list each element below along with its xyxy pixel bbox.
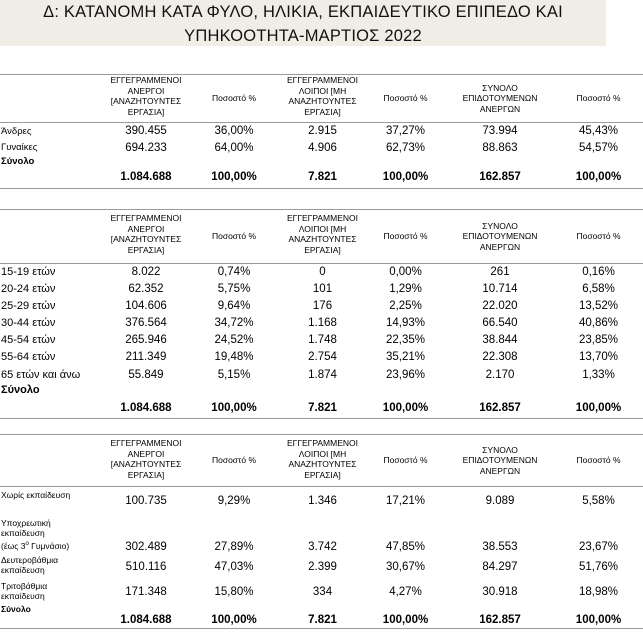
cell: 40,86% [578,317,618,329]
header-blank [0,75,104,123]
total-label-row [0,605,643,613]
cell: 4,27% [389,586,422,598]
total-cell: 1.084.688 [104,613,188,629]
row-label: Άνδρες [0,123,104,140]
cell: 15,80% [214,586,254,598]
header-other: ΕΓΓΕΓΡΑΜΜΕΝΟΙ ΛΟΙΠΟΙ [ΜΗ ΑΝΑΖΗΤΟΥΝΤΕΣ ΕΡΓΑΣΙΑ] [280,435,365,487]
row-label: Δευτεροβάθμια εκπαίδευση [1,554,59,575]
cell: 14,93% [385,317,425,329]
cell: 302.489 [125,540,167,553]
cell: 2.915 [280,123,365,140]
cell: 23,96% [385,368,425,381]
table-row [0,487,643,515]
cell: 84.297 [482,560,518,573]
header-percent: Ποσοστό % [365,435,446,487]
cell: 6,58% [582,283,615,295]
header-percent: Ποσοστό % [188,210,280,264]
total-cell: 1.084.688 [104,399,188,419]
total-cell: 100,00% [365,167,446,189]
cell: 13,52% [578,300,618,312]
cell: 23,67% [578,540,618,553]
cell: 62.352 [128,283,164,295]
cell: 19,48% [214,351,254,363]
cell: 1.874 [308,368,337,381]
cell: 30,67% [385,560,425,573]
cell: 2.399 [308,560,337,573]
cell: 54,57% [578,141,618,154]
table-row [0,264,643,281]
cell: 38.844 [482,334,518,346]
row-label: Υποχρεωτική εκπαίδευση (έως $3^o$ Γυμνάσιο) [1,517,70,551]
cell: 5,75% [217,283,251,295]
cell: 2.170 [485,368,515,381]
row-label: 20-24 ετών [1,283,56,295]
cell: 2,25% [389,300,422,312]
cell: 1.748 [308,334,337,346]
cell: 17,21% [365,487,446,515]
cell: 64,00% [214,141,254,154]
cell: 22.020 [482,300,518,312]
cell: 30.918 [482,586,518,598]
cell: 1,33% [582,368,615,381]
table-row [0,366,643,384]
cell: 18,98% [578,586,618,598]
cell: 27,89% [214,540,254,553]
header-percent: Ποσοστό % [188,75,280,123]
total-cell: 7.821 [280,167,365,189]
page-title-line-1: Δ: ΚΑΤΑΝΟΜΗ ΚΑΤΑ ΦΥΛΟ, ΗΛΙΚΙΑ, ΕΚΠΑΙΔΕΥΤΙΚΟ ΕΠΙΠΕΔΟ ΚΑΙ [43,3,563,21]
row-label: Γυναίκες [1,142,38,153]
page-title-line-2: ΥΠΗΚΟΟΤΗΤΑ-ΜΑΡΤΙΟΣ 2022 [184,27,422,45]
row-label: 55-64 ετών [1,351,56,363]
cell: 390.455 [104,123,188,140]
total-cell: 162.857 [446,613,554,629]
cell: 88.863 [482,141,518,154]
cell: 51,76% [578,560,618,573]
cell: 8.022 [104,264,188,281]
cell: 261 [446,264,554,281]
cell: 23,85% [578,334,618,346]
header-percent: Ποσοστό % [554,210,643,264]
header-other: ΕΓΓΕΓΡΑΜΜΕΝΟΙ ΛΟΙΠΟΙ [ΜΗ ΑΝΑΖΗΤΟΥΝΤΕΣ ΕΡΓΑΣΙΑ] [280,210,365,264]
cell: 22.308 [482,351,518,363]
cell: 45,43% [554,123,643,140]
row-label: Τριτοβάθμια εκπαίδευση [1,580,48,601]
total-cell: 162.857 [446,167,554,189]
total-cell: 100,00% [365,399,446,419]
total-cell: 100,00% [554,399,643,419]
header-benefit: ΣΥΝΟΛΟ ΕΠΙΔΟΤΟΥΜΕΝΩΝ ΑΝΕΡΓΩΝ [446,210,554,264]
cell: 9,29% [188,487,280,515]
total-label: Σύνολο [1,604,31,613]
cell: 35,21% [385,351,425,363]
cell: 34,72% [214,317,254,329]
table-row [0,332,643,349]
cell: 37,27% [365,123,446,140]
cell: 73.994 [446,123,554,140]
header-benefit: ΣΥΝΟΛΟ ΕΠΙΔΟΤΟΥΜΕΝΩΝ ΑΝΕΡΓΩΝ [446,75,554,123]
cell: 265.946 [125,334,167,346]
table-row [0,281,643,298]
cell: 9.089 [446,487,554,515]
header-registered: ΕΓΓΕΓΡΑΜΜΕΝΟΙ ΑΝΕΡΓΟΙ [ΑΝΑΖΗΤΟΥΝΤΕΣ ΕΡΓΑΣΙΑ] [104,75,188,123]
table-row [0,140,643,156]
table-row [0,349,643,366]
row-label: 65 ετών και άνω [1,368,81,381]
cell: 62,73% [385,141,425,154]
cell: 1,29% [389,283,422,295]
header-registered: ΕΓΓΕΓΡΑΜΜΕΝΟΙ ΑΝΕΡΓΟΙ [ΑΝΑΖΗΤΟΥΝΤΕΣ ΕΡΓΑΣΙΑ] [104,435,188,487]
cell: 334 [312,586,333,598]
cell: 104.606 [125,300,167,312]
row-label: 45-54 ετών [1,334,56,346]
total-cell: 100,00% [188,167,280,189]
table-row [0,298,643,315]
total-cell: 162.857 [446,399,554,419]
table-row [0,515,643,554]
header-registered: ΕΓΓΕΓΡΑΜΜΕΝΟΙ ΑΝΕΡΓΟΙ [ΑΝΑΖΗΤΟΥΝΤΕΣ ΕΡΓΑΣΙΑ] [104,210,188,264]
cell: 47,03% [214,560,254,573]
total-label: Σύνολο [1,383,40,396]
cell: 36,00% [188,123,280,140]
cell: 694.233 [125,141,167,154]
total-cell: 100,00% [188,613,280,629]
total-row [0,399,643,419]
total-row [0,167,643,189]
row-label: 30-44 ετών [1,317,56,329]
total-cell: 100,00% [554,167,643,189]
total-cell: 1.084.688 [104,167,188,189]
cell: 47,85% [385,540,425,553]
cell: 5,58% [554,487,643,515]
total-row [0,613,643,629]
cell: 4.906 [308,141,337,154]
total-cell: 100,00% [554,613,643,629]
cell: 0 [280,264,365,281]
cell: 101 [312,283,333,295]
cell: 38.553 [482,540,518,553]
cell: 10.714 [482,283,518,295]
total-label: Σύνολο [1,155,35,167]
cell: 24,52% [214,334,254,346]
cell: 1.346 [280,487,365,515]
cell: 100.735 [104,487,188,515]
header-percent: Ποσοστό % [365,75,446,123]
total-label-row [0,156,643,167]
header-percent: Ποσοστό % [365,210,446,264]
total-cell: 7.821 [280,399,365,419]
header-percent: Ποσοστό % [188,435,280,487]
cell: 22,35% [385,334,425,346]
gender-table [0,74,643,189]
total-label-row [0,384,643,399]
table-row [0,554,643,580]
cell: 1.168 [308,317,337,329]
cell: 171.348 [125,586,167,598]
cell: 0,74% [188,264,280,281]
cell: 176 [312,300,333,312]
table-row [0,580,643,605]
cell: 376.564 [125,317,167,329]
cell: 55.849 [128,368,164,381]
cell: 66.540 [482,317,518,329]
header-blank [0,210,104,264]
age-table [0,209,643,419]
row-label: 25-29 ετών [1,300,56,312]
row-label: 15-19 ετών [0,264,104,281]
header-other: ΕΓΓΕΓΡΑΜΜΕΝΟΙ ΛΟΙΠΟΙ [ΜΗ ΑΝΑΖΗΤΟΥΝΤΕΣ ΕΡΓΑΣΙΑ] [280,75,365,123]
header-percent: Ποσοστό % [554,435,643,487]
total-cell: 100,00% [365,613,446,629]
header-percent: Ποσοστό % [554,75,643,123]
cell: 2.754 [308,351,337,363]
header-benefit: ΣΥΝΟΛΟ ΕΠΙΔΟΤΟΥΜΕΝΩΝ ΑΝΕΡΓΩΝ [446,435,554,487]
row-label: Χωρίς εκπαίδευση [0,487,104,515]
table-row [0,123,643,140]
cell: 5,15% [217,368,251,381]
cell: 0,00% [365,264,446,281]
title-box [0,0,606,46]
cell: 510.116 [125,560,167,573]
cell: 211.349 [125,351,167,363]
table-row [0,315,643,332]
cell: 9,64% [217,300,251,312]
cell: 13,70% [578,351,618,363]
header-blank [0,435,104,487]
cell: 3.742 [308,540,337,553]
cell: 0,16% [554,264,643,281]
education-table [0,434,643,629]
total-cell: 7.821 [280,613,365,629]
total-cell: 100,00% [188,399,280,419]
